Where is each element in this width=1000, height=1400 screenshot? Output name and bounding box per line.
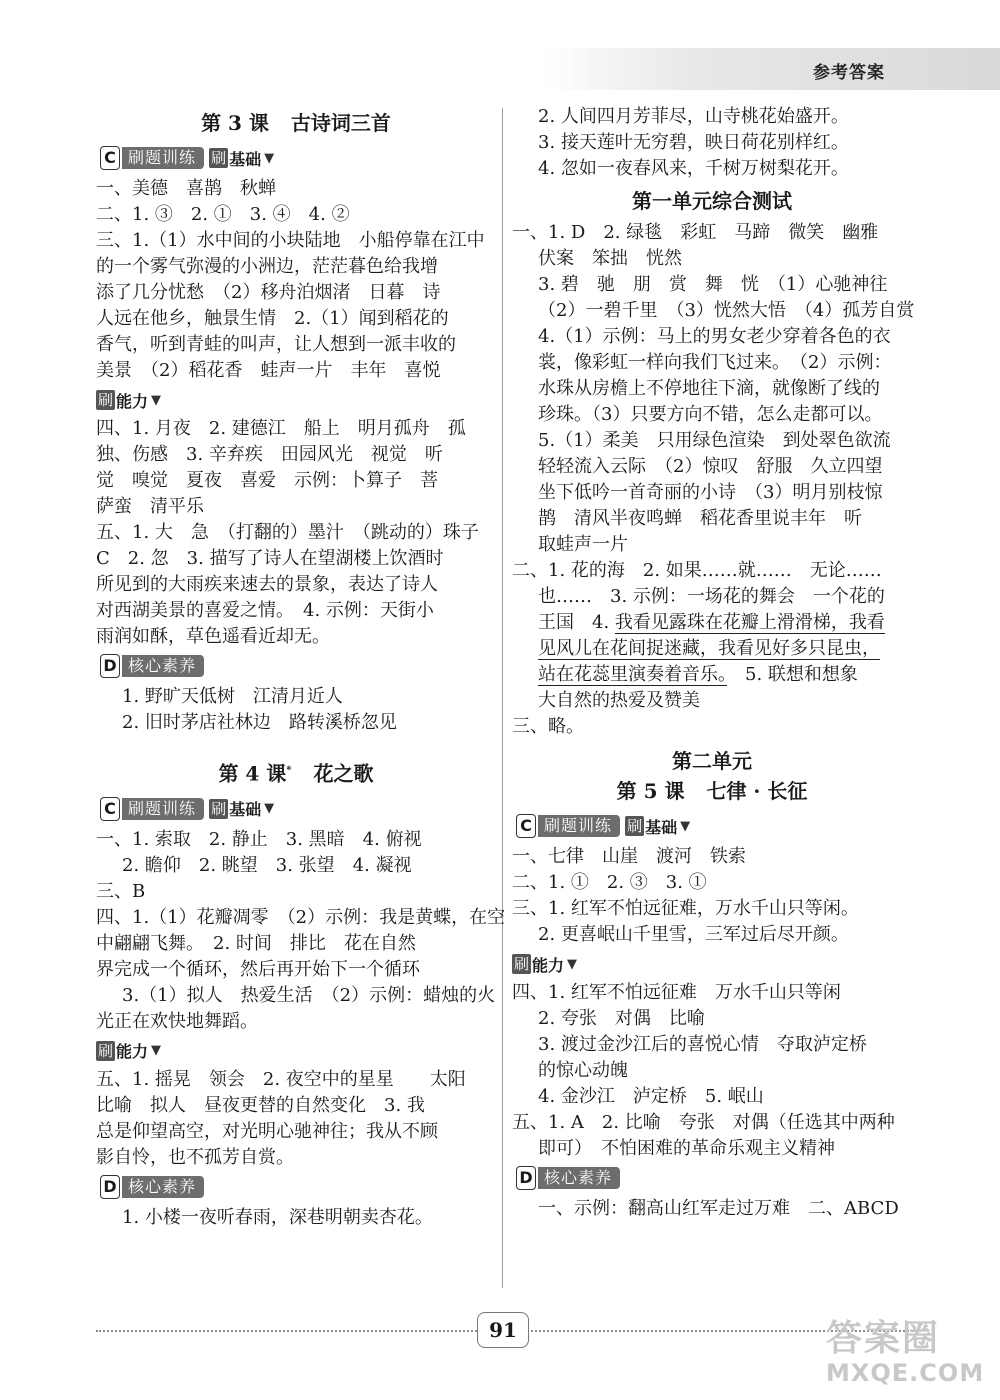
lesson-4-mark: * (286, 765, 292, 776)
tag-label: 刷题训练 (538, 815, 620, 837)
answer-line: 3. 接天莲叶无穷碧，映日荷花别样红。 (538, 132, 849, 153)
answer-line: 坐下低吟一首奇丽的小诗 （3）明月别枝惊 (538, 482, 883, 503)
lesson-4-number: 第 4 课 (218, 761, 287, 786)
answer-line: 2. 人间四月芳菲尽，山寺桃花始盛开。 (538, 106, 849, 127)
unit-1-test-title: 第一单元综合测试 (632, 189, 792, 213)
subheading-prefix: 刷 (211, 149, 227, 167)
answer-line: 即可） 不怕困难的革命乐观主义精神 (538, 1138, 835, 1159)
answer-line: 五、1. A 2. 比喻 夸张 对偶（任选其中两种 (512, 1112, 895, 1133)
core-tag (516, 1166, 620, 1190)
tag-label: 刷题训练 (122, 798, 204, 820)
answer-line (512, 610, 912, 636)
answer-line: 比喻 拟人 昼夜更替的自然变化 3. 我 (96, 1094, 425, 1116)
triangle-down-icon: ▼ (567, 956, 578, 972)
answer-line: 二、1. 花的海 2. 如果……就…… 无论…… (512, 560, 882, 581)
answer-line: 萨蛮 清平乐 (96, 496, 204, 517)
answer-line: 2. 更喜岷山千里雪，三军过后尽开颜。 (538, 924, 849, 945)
answer-line: 一、美德 喜鹊 秋蝉 (96, 178, 276, 199)
watermark-line-1: 答案圈 (826, 1318, 941, 1359)
answer-line: 珍珠。（3）只要方向不错，怎么走都可以。 (538, 404, 883, 425)
tag-label: 刷题训练 (122, 147, 204, 169)
answer-line: 一、示例：翻高山红军走过万难 二、ABCD (538, 1198, 899, 1219)
answer-line: 添了几分忧愁 （2）移舟泊烟渚 日暮 诗 (96, 282, 441, 303)
subheading-label: 基础 (229, 800, 262, 820)
tag-label: 核心素养 (122, 1176, 204, 1198)
watermark-logo (826, 1318, 996, 1394)
answer-line (512, 636, 912, 662)
tag-letter: C (516, 814, 536, 838)
answer-line: （2）一碧千里 （3）恍然大悟 （4）孤芳自赏 (538, 300, 915, 321)
answer-line: 三、略。 (512, 716, 584, 737)
subheading-prefix: 刷 (514, 955, 530, 973)
underlined-answer: 我看见露珠在花瓣上滑滑梯，我看 (614, 612, 885, 633)
answer-line: 3. 碧 驰 朋 赏 舞 恍 （1）心驰神往 (538, 274, 888, 295)
lesson-3-number: 第 3 课 (201, 111, 269, 135)
subheading-label: 能力 (116, 1042, 149, 1062)
tag-label: 核心素养 (122, 655, 204, 677)
answer-line: 3.（1）拟人 热爱生活 （2）示例：蜡烛的火 (122, 984, 496, 1006)
answer-line: 四、1.（1）花瓣凋零 （2）示例：我是黄蝶，在空 (96, 906, 506, 928)
answer-line: 2. 旧时茅店社林边 路转溪桥忽见 (122, 712, 397, 733)
answer-line: 2. 瞻仰 2. 眺望 3. 张望 4. 凝视 (122, 854, 412, 876)
lesson-5-name: 七律 · 长征 (706, 779, 808, 803)
answer-line: 觉 嗅觉 夏夜 喜爱 示例：卜算子 菩 (96, 470, 438, 491)
subheading-prefix: 刷 (98, 1041, 114, 1060)
page-number: 91 (477, 1312, 529, 1348)
lesson-3-name: 古诗词三首 (290, 111, 391, 135)
subheading-label: 基础 (645, 817, 678, 837)
tag-letter: C (100, 797, 120, 821)
triangle-down-icon: ▼ (264, 150, 275, 166)
subheading-prefix: 刷 (98, 391, 114, 409)
core-tag (100, 654, 204, 678)
answer-line: 三、B (96, 880, 146, 902)
answer-line: 3. 渡过金沙江后的喜悦心情 夺取泸定桥 (538, 1034, 867, 1055)
answer-line: 的一个雾气弥漫的小洲边，茫茫暮色给我增 (96, 256, 438, 277)
answer-line: 五、1. 大 急 （打翻的）墨汁 （跳动的）珠子 (96, 522, 479, 543)
answer-suffix: 5. 联想和想象 (727, 664, 858, 685)
lesson-4-name: 花之歌 (313, 761, 374, 786)
triangle-down-icon: ▼ (151, 392, 162, 408)
practice-tag (516, 814, 620, 838)
answer-line: 四、1. 红军不怕远征难 万水千山只等闲 (512, 982, 841, 1003)
answer-line: 大自然的热爱及赞美 (538, 690, 700, 711)
answer-line: 中翩翩飞舞。 2. 时间 排比 花在自然 (96, 932, 416, 954)
subheading-label: 能力 (532, 955, 565, 975)
answer-line: 五、1. 摇晃 领会 2. 夜空中的星星 太阳 (96, 1068, 466, 1090)
answer-line: 三、1. 红军不怕远征难，万水千山只等闲。 (512, 898, 859, 919)
basic-subheading (625, 814, 690, 838)
left-column (96, 104, 506, 1231)
tag-letter: C (100, 146, 120, 170)
answer-line: 香气，听到青蛙的叫声，让人想到一派丰收的 (96, 334, 456, 355)
answer-line: 总是仰望高空，对光明心驰神往；我从不顾 (96, 1120, 438, 1142)
header-title: 参考答案 (813, 63, 885, 83)
triangle-down-icon: ▼ (680, 818, 691, 834)
answer-prefix: 王国 4. (538, 612, 615, 633)
answer-line: 轻轻流入云际 （2）惊叹 舒服 久立四望 (538, 456, 883, 477)
subheading-label: 能力 (116, 391, 149, 411)
underlined-answer: 见风儿在花间捉迷藏，我看见好多只昆虫， (538, 638, 880, 659)
answer-line: 的惊心动魄 (538, 1060, 628, 1081)
answer-line: 1. 野旷天低树 江清月近人 (122, 686, 343, 707)
subheading-prefix: 刷 (211, 799, 227, 818)
answer-line: 一、1. 索取 2. 静止 3. 黑暗 4. 俯视 (96, 828, 422, 850)
ability-subheading (96, 1039, 161, 1063)
answer-line: 裳，像彩虹一样向我们飞过来。 （2）示例： (538, 352, 892, 373)
lesson-5-title (512, 774, 912, 808)
answer-line: 4. 金沙江 泸定桥 5. 岷山 (538, 1086, 764, 1107)
tag-letter: D (516, 1166, 536, 1190)
basic-subheading (209, 146, 274, 170)
answer-line: 水珠从房檐上不停地往下滴，就像断了线的 (538, 378, 880, 399)
triangle-down-icon: ▼ (264, 801, 275, 817)
answer-line: 伏案 笨拙 恍然 (538, 248, 682, 269)
ability-subheading (96, 388, 161, 412)
answer-line: 界完成一个循环，然后再开始下一个循环 (96, 958, 420, 980)
tag-letter: D (100, 654, 120, 678)
answer-line: 鹊 清风半夜鸣蝉 稻花香里说丰年 听 (538, 508, 862, 529)
answer-line: 5.（1）柔美 只用绿色渲染 到处翠色欲流 (538, 430, 891, 451)
lesson-5-number: 第 5 课 (616, 779, 685, 803)
answer-line: 二、1. ① 2. ③ 3. ① (512, 872, 707, 893)
answer-line: 人远在他乡，触景生情 2.（1）闻到稻花的 (96, 308, 449, 329)
watermark-line-2: MXQE.COM (826, 1359, 985, 1387)
subheading-label: 基础 (229, 149, 262, 169)
core-tag (100, 1175, 204, 1199)
subheading-prefix: 刷 (627, 817, 643, 835)
tag-letter: D (100, 1175, 120, 1199)
right-column (512, 104, 915, 1222)
answer-line: 对西湖美景的喜爱之情。 4. 示例：天街小 (96, 600, 434, 621)
header-decoration (530, 48, 1000, 90)
ability-subheading (512, 952, 577, 976)
answer-line: 4. 忽如一夜春风来，千树万树梨花开。 (538, 158, 849, 179)
answer-line: 独、伤感 3. 辛弃疾 田园风光 视觉 听 (96, 444, 443, 465)
unit-2-title: 第二单元 (672, 749, 752, 773)
answer-line: 2. 夸张 对偶 比喻 (538, 1008, 705, 1029)
answer-line: 取蛙声一片 (538, 534, 628, 555)
answer-line: 1. 小楼一夜听春雨，深巷明朝卖杏花。 (122, 1206, 433, 1228)
basic-subheading (209, 797, 274, 821)
answer-line: 一、1. D 2. 绿毯 彩虹 马蹄 微笑 幽雅 (512, 222, 879, 243)
lesson-3-title (96, 106, 496, 140)
triangle-down-icon: ▼ (151, 1043, 162, 1059)
underlined-answer: 站在花蕊里演奏着音乐。 (538, 664, 727, 685)
answer-line: 美景 （2）稻花香 蛙声一片 丰年 喜悦 (96, 360, 441, 381)
answer-line: 四、1. 月夜 2. 建德江 船上 明月孤舟 孤 (96, 418, 466, 439)
answer-line (512, 662, 912, 688)
practice-tag (100, 146, 204, 170)
tag-label: 核心素养 (538, 1167, 620, 1189)
practice-tag (100, 797, 204, 821)
answer-line: 光正在欢快地舞蹈。 (96, 1010, 258, 1032)
answer-line: 4.（1）示例：马上的男女老少穿着各色的衣 (538, 326, 891, 347)
answer-line: 也…… 3. 示例：一场花的舞会 一个花的 (538, 586, 885, 607)
column-divider (502, 108, 503, 1288)
answer-line: 所见到的大雨疾来速去的景象，表达了诗人 (96, 574, 438, 595)
answer-line: 三、1.（1）水中间的小块陆地 小船停靠在江中 (96, 230, 485, 251)
answer-line: C 2. 忽 3. 描写了诗人在望湖楼上饮酒时 (96, 548, 444, 569)
answer-line: 影自怜，也不孤芳自赏。 (96, 1146, 294, 1168)
answer-line: 二、1. ③ 2. ① 3. ④ 4. ② (96, 204, 350, 225)
lesson-4-title (96, 754, 496, 791)
answer-line: 一、七律 山崖 渡河 铁索 (512, 846, 746, 867)
answer-line: 雨润如酥，草色遥看近却无。 (96, 626, 330, 647)
